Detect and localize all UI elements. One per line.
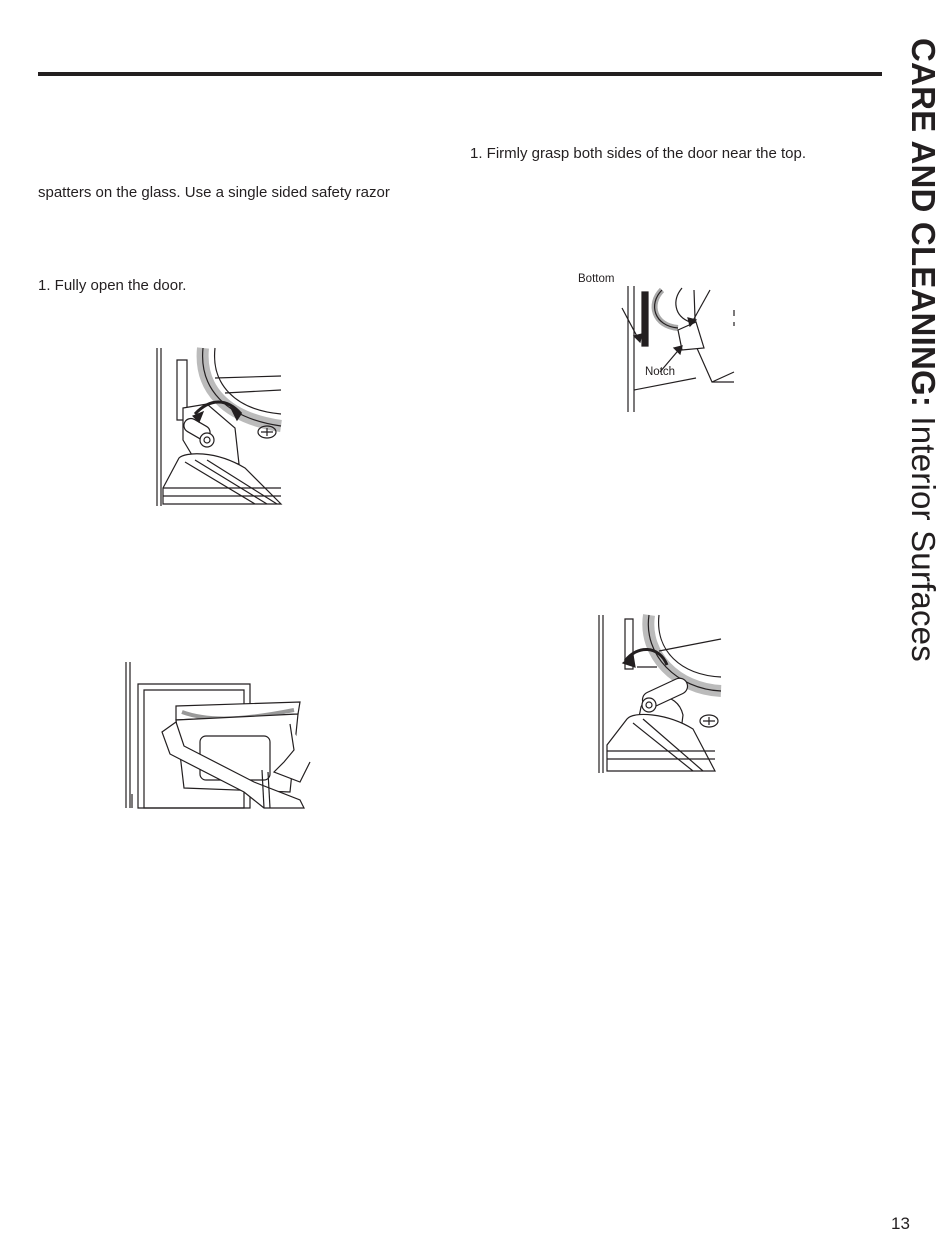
hinge-notch-illustration: [622, 286, 738, 412]
header-rule: [38, 72, 882, 76]
section-title: [905, 38, 945, 662]
right-step-1: 1. Firmly grasp both sides of the door near the top.: [470, 145, 807, 162]
label-notch: Notch: [645, 366, 676, 378]
glass-cleaning-text: spatters on the glass. Use a single sided safety razor: [38, 184, 390, 201]
section-title-light: Interior Surfaces: [905, 407, 942, 662]
hinge-lock-illustration: [597, 615, 723, 775]
section-title-bold: CARE AND CLEANING:: [905, 38, 942, 408]
label-bottom: Bottom: [578, 273, 615, 285]
door-removal-illustration: [124, 662, 310, 810]
left-step-1: 1. Fully open the door.: [38, 277, 187, 294]
hinge-unlock-illustration: [155, 348, 285, 508]
page-number: 13: [891, 1214, 910, 1233]
